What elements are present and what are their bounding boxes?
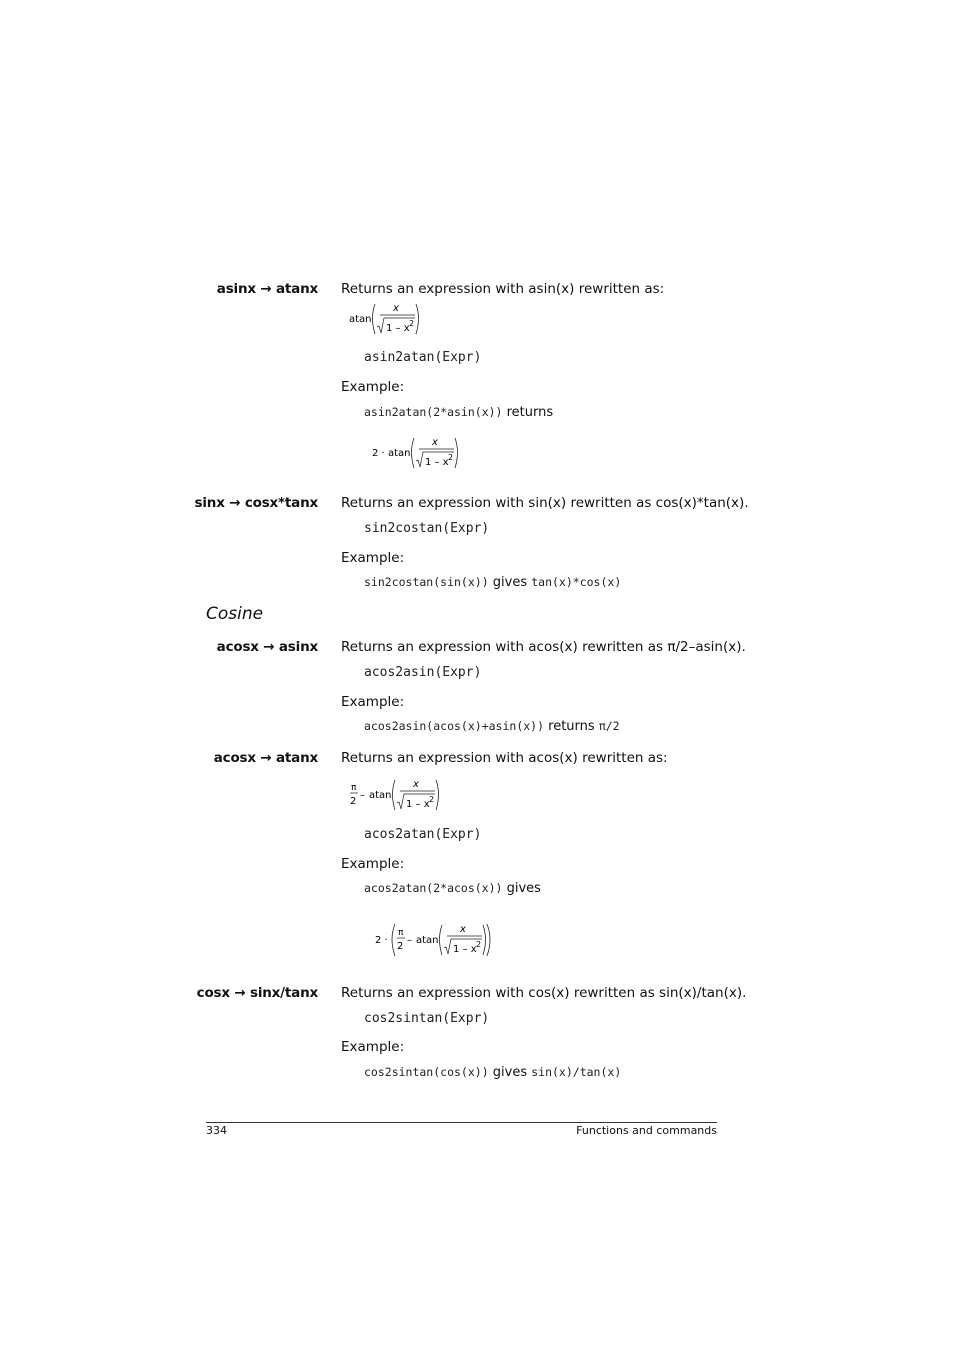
formula-num: x [460,924,466,935]
formula-coef: 2 · [372,448,385,459]
example-label: Example: [341,1039,405,1055]
example-cos2sintan: cos2sintan(cos(x)) gives sin(x)/tan(x) [364,1065,622,1080]
example-asin2atan: asin2atan(2*asin(x)) returns [364,405,554,420]
formula-num: x [432,437,438,448]
example-sin2costan: sin2costan(sin(x)) gives tan(x)*cos(x) [364,575,622,590]
formula-den: 1 – x [406,799,430,810]
page-number: 334 [206,1124,227,1137]
formula-exp: 2 [476,940,482,949]
formula-num: x [393,303,399,314]
formula-minus: – [360,790,365,801]
formula-acosx-atanx [348,776,448,816]
example-label: Example: [341,694,405,710]
formula-fn: atan [369,790,392,801]
description-acosx-atanx: Returns an expression with acos(x) rewritten as: [341,750,668,766]
example-acos2asin: acos2asin(acos(x)+asin(x)) returns π/2 [364,719,620,734]
term-acosx-atanx: acosx → atanx [213,750,318,766]
syntax-asin2atan: asin2atan(Expr) [364,350,482,365]
formula-minus: – [407,935,412,946]
formula-exp: 2 [409,319,415,328]
description-acosx-asinx: Returns an expression with acos(x) rewritten as π/2–asin(x). [341,639,746,655]
formula-den: 1 – x [425,457,449,468]
description-sinx-cosx-tanx: Returns an expression with sin(x) rewritten as cos(x)*tan(x). [341,495,749,511]
syntax-cos2sintan: cos2sintan(Expr) [364,1011,490,1026]
formula-fn: atan [416,935,439,946]
section-title: Cosine [206,604,264,624]
footer-rule [206,1122,717,1123]
formula-pi: π [351,783,357,793]
formula-fn: atan [388,448,411,459]
formula-exp: 2 [448,453,454,462]
example-label: Example: [341,379,405,395]
term-asinx-atanx: asinx → atanx [216,281,318,297]
example-label: Example: [341,550,405,566]
formula-den: 1 – x [453,944,477,955]
formula-exp: 2 [429,795,435,804]
term-acosx-asinx: acosx → asinx [216,639,318,655]
formula-two: 2 [397,941,404,952]
formula-fn: atan [349,314,372,325]
syntax-sin2costan: sin2costan(Expr) [364,521,490,536]
example-label: Example: [341,856,405,872]
formula-two: 2 [350,796,357,807]
term-cosx-sinx-tanx: cosx → sinx/tanx [196,985,318,1001]
syntax-acos2asin: acos2asin(Expr) [364,665,482,680]
description-asinx-atanx: Returns an expression with asin(x) rewritten as: [341,281,665,297]
description-cosx-sinx-tanx: Returns an expression with cos(x) rewritten as sin(x)/tan(x). [341,985,747,1001]
formula-den: 1 – x [386,323,410,334]
example-acos2atan: acos2atan(2*acos(x)) gives [364,881,541,896]
formula-pi: π [398,928,404,938]
result-formula-asin2atan [371,434,471,474]
formula-num: x [413,779,419,790]
formula-asinx-atanx [348,300,428,340]
result-formula-acos2atan [374,921,498,961]
footer-chapter: Functions and commands [576,1124,717,1137]
syntax-acos2atan: acos2atan(Expr) [364,827,482,842]
term-sinx-cosx-tanx: sinx → cosx*tanx [194,495,318,511]
formula-coef: 2 · [375,935,388,946]
